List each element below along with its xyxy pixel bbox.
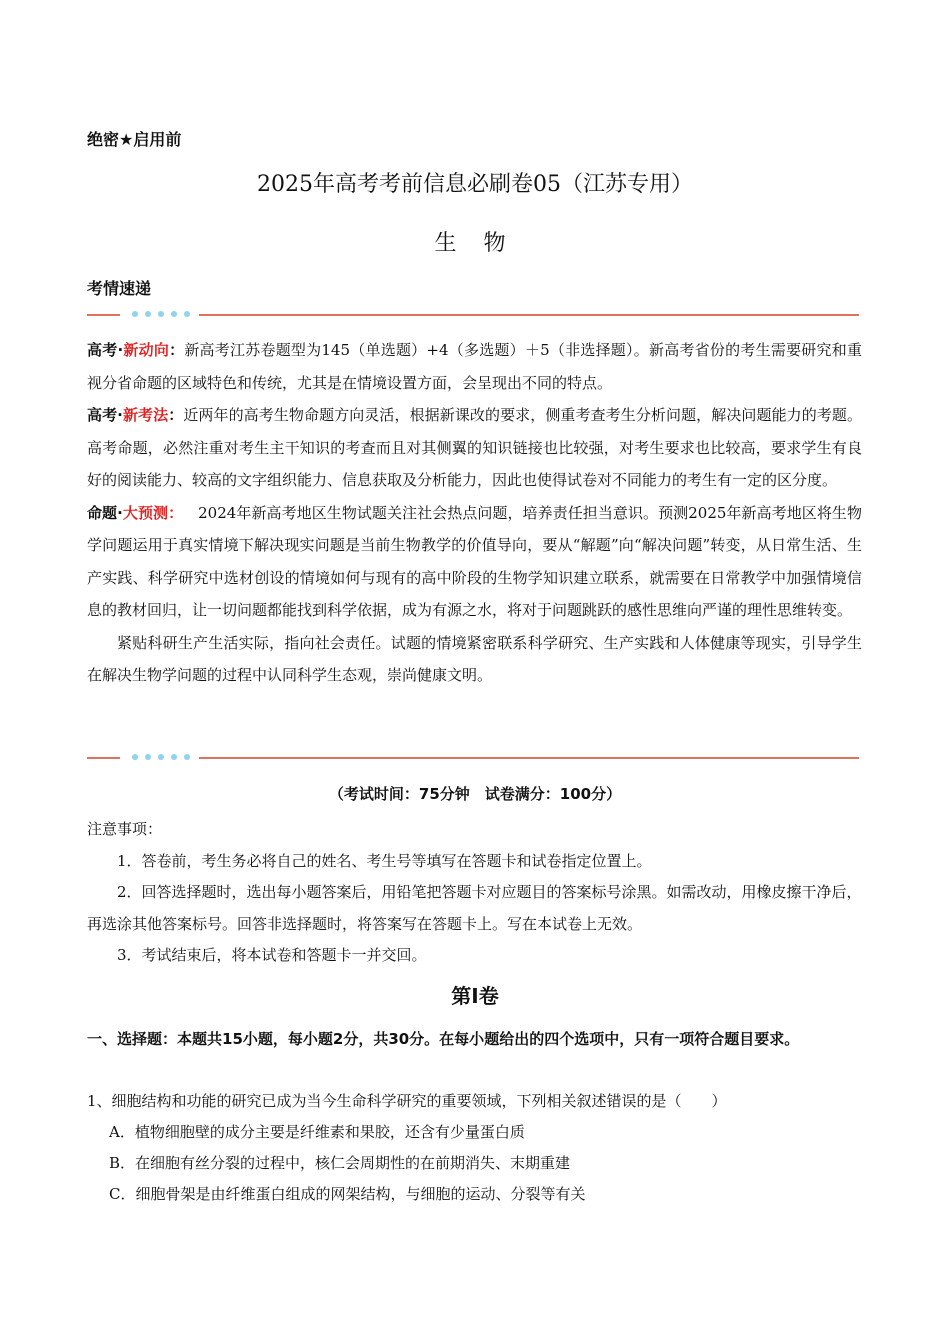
notice-item: 1．答卷前，考生务必将自己的姓名、考生号等填写在答题卡和试卷指定位置上。	[117, 851, 652, 870]
bottom-divider	[87, 752, 859, 764]
notice-item: 3．考试结束后，将本试卷和答题卡一并交回。	[117, 946, 427, 964]
overview-block-trend: 高考·新动向：新高考江苏卷题型为145（单选题）+4（多选题）＋5（非选择题）。新高考省份的考生需要研究和重视分省命题的区域特色和传统，尤其是在情境设置方面，会呈现出不同的特点。	[87, 341, 862, 392]
section-heading: 一、选择题：本题共15小题，每小题2分，共30分。在每小题给出的四个选项中，只有一项符合题目要求。	[87, 1030, 800, 1048]
overview-block-method: 高考·新考法：近两年的高考生物命题方向灵活，根据新课改的要求，侧重考查考生分析问题，解决问题能力的考题。高考命题，必然注重对考生主干知识的考查而且对其侧翼的知识链接也比较强，对考生要求也比较高，要求学生有良好的阅读能力、较高的文字组织能力、信息获取及分析能力，因此也使得试卷对不同能力的考生有一定的区分度。	[87, 406, 862, 489]
notice-item: 2．回答选择题时，选出每小题答案后，用铅笔把答题卡对应题目的答案标号涂黑。如需改动，用橡皮擦干净后，再选涂其他答案标号。回答非选择题时，将答案写在答题卡上。写在本试卷上无效。	[87, 883, 862, 933]
subject-title: 生 物	[434, 231, 516, 256]
question-1	[87, 1086, 862, 1210]
option-b: B．在细胞有丝分裂的过程中，核仁会周期性的在前期消失、末期重建	[109, 1154, 571, 1172]
option-c: C．细胞骨架是由纤维蛋白组成的网架结构，与细胞的运动、分裂等有关	[109, 1185, 586, 1203]
notice-section	[87, 814, 862, 972]
overview-block-prediction: 命题·大预测： 2024年新高考地区生物试题关注社会热点问题，培养责任担当意识。预测2025年新高考地区将生物学问题运用于真实情境下解决现实问题是当前生物教学的价值导向，要从“解题”向“解决问题”转变，从日常生活、生产实践、科学研究中选材创设的情境如何与现有的高中阶段的生物学知识建立联系，就需要在日常教学中加强情境信息的教材回归，让一切问题都能找到科学依据，成为有源之水，将对于问题跳跃的感性思维向严谨的理性思维转变。	[87, 503, 862, 619]
overview-block-summary: 紧贴科研生产生活实际，指向社会责任。试题的情境紧密联系科学研究、生产实践和人体健康等现实，引导学生在解决生物学问题的过程中认同科学生态观，崇尚健康文明。	[87, 633, 862, 684]
volume-title: 第Ⅰ卷	[451, 984, 499, 1008]
overview-body	[87, 334, 862, 692]
option-a: A．植物细胞壁的成分主要是纤维素和果胶，还含有少量蛋白质	[109, 1123, 525, 1141]
overview-heading: 考情速递	[87, 279, 152, 298]
notice-heading: 注意事项：	[87, 820, 163, 838]
confidential-label: 绝密★启用前	[87, 130, 182, 149]
exam-time-score: （考试时间：75分钟 试卷满分：100分）	[328, 785, 622, 803]
top-divider	[87, 309, 859, 321]
exam-title: 2025年高考考前信息必刷卷05（江苏专用）	[257, 172, 693, 197]
question-stem: 1、细胞结构和功能的研究已成为当今生命科学研究的重要领域，下列相关叙述错误的是（ ）	[87, 1092, 727, 1110]
